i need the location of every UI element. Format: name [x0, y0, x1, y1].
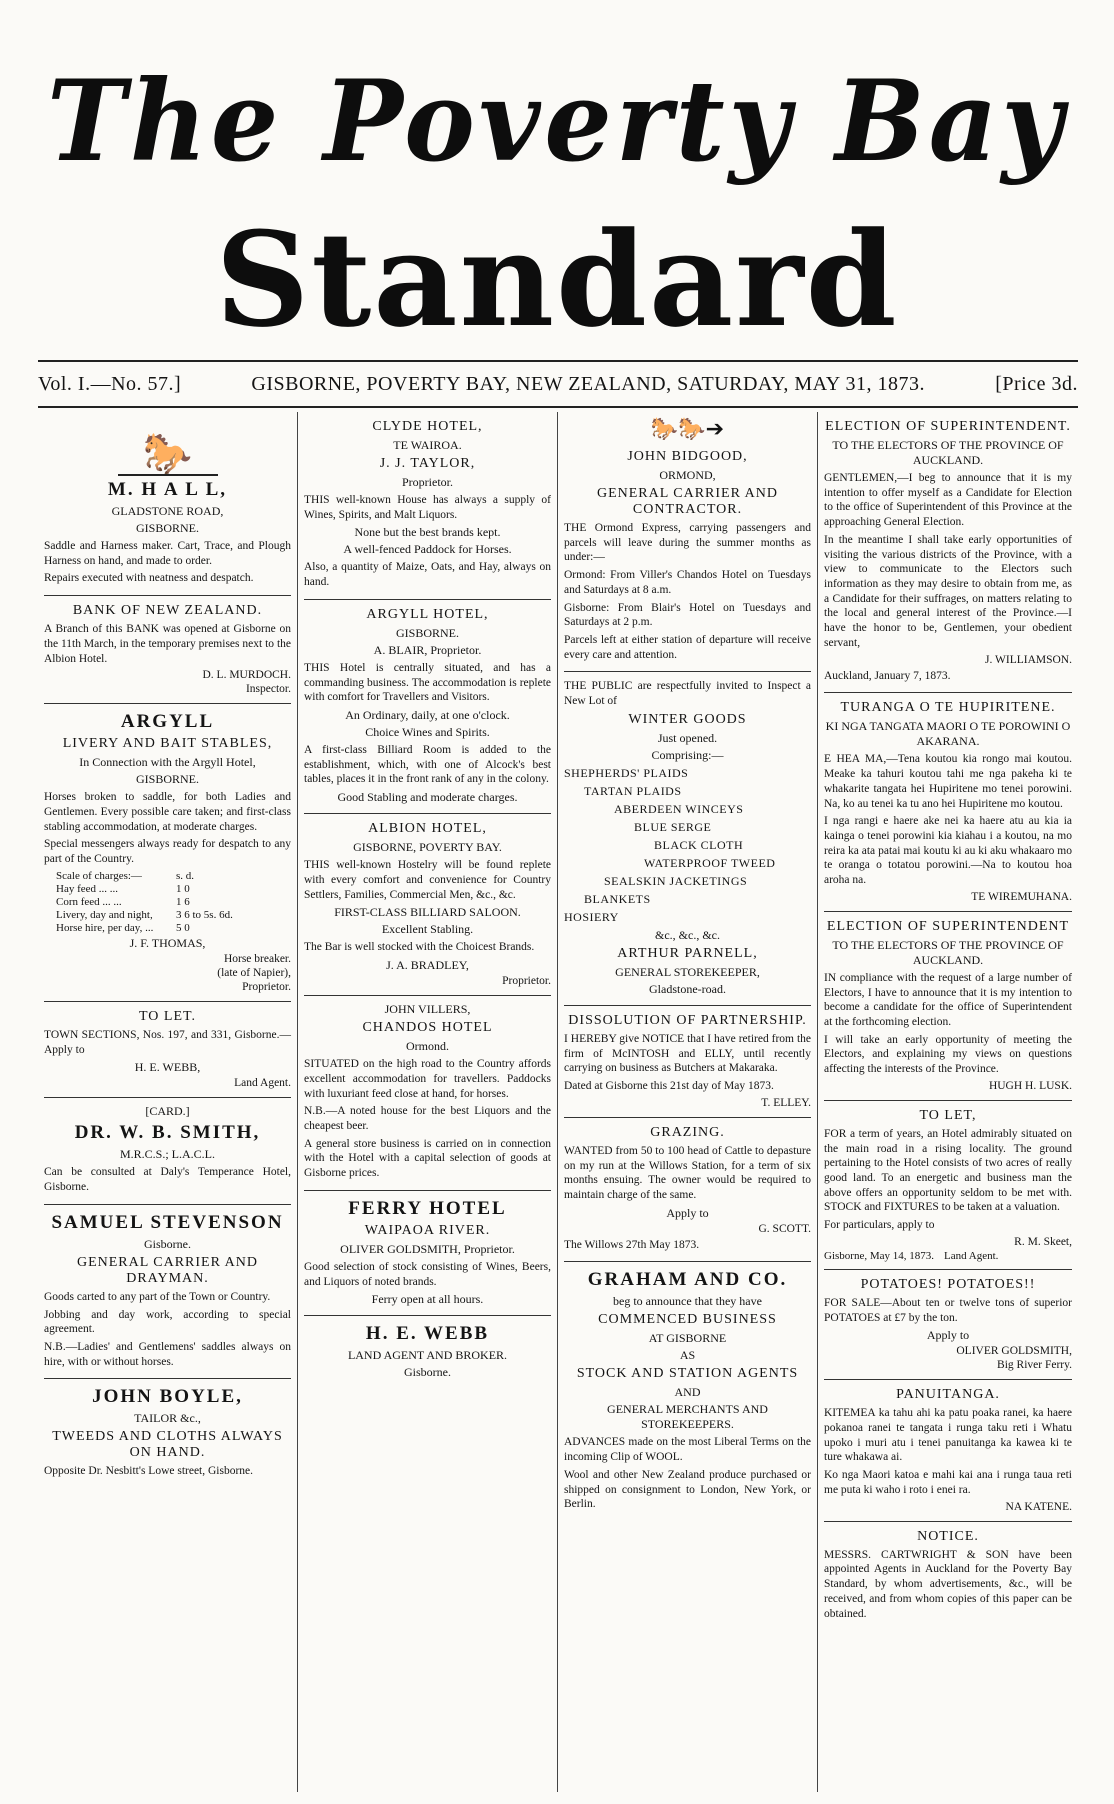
goods-item: SHEPHERDS' PLAIDS — [564, 765, 689, 780]
ad-title: WINTER GOODS — [628, 711, 747, 727]
rule-bottom — [38, 406, 1078, 408]
ad-role: Proprietor. — [402, 475, 453, 489]
ad-boyle — [44, 1379, 291, 1488]
ad-title: ARGYLL HOTEL, — [366, 606, 489, 622]
ad-stevenson — [44, 1205, 291, 1380]
ad-text: Ko nga Maori katoa e mahi kai ana i runga taua reti me puta ki waho i roto i enei ra. — [824, 1469, 1072, 1496]
rates-head: Scale of charges:— — [56, 869, 142, 882]
ad-signature: T. ELLEY. — [761, 1096, 811, 1109]
ad-role: Land Agent. — [944, 1249, 999, 1262]
ad-text: A well-fenced Paddock for Horses. — [343, 542, 512, 557]
ad-text: Excellent Stabling. — [381, 922, 474, 937]
price: [Price 3d. — [995, 372, 1078, 395]
goods-item: BLACK CLOTH — [654, 837, 744, 852]
ad-text: AND — [674, 1385, 701, 1400]
ad-text: FOR a term of years, an Hotel admirably situated on the main road in a rising locality. The ground pertaining to the Hotel consists of two acres of really good land. To an energetic and business man the above offers an opportunity seldom to be met with. STOCK and FIXTURES to be taken at a valuation. — [824, 1127, 1072, 1214]
ad-text: AS — [679, 1348, 696, 1363]
ad-signature: HUGH H. LUSK. — [988, 1079, 1072, 1092]
ad-text: Good selection of stock consisting of Wines, Beers, and Liquors of noted brands. — [304, 1260, 551, 1288]
ad-title: H. E. WEBB — [365, 1323, 490, 1345]
ad-place: GISBORNE, POVERTY BAY. — [353, 840, 502, 855]
rate-row — [56, 883, 291, 895]
ad-text: WANTED from 50 to 100 head of Cattle to depasture on my run at the Willows Station, for a term of six months ensuing. The owner would be required to maintain charge of the same. — [564, 1144, 811, 1201]
ad-role: Land Agent. — [234, 1077, 291, 1090]
ad-signature: H. E. WEBB, — [134, 1060, 201, 1075]
ad-text: TOWN SECTIONS, Nos. 197, and 331, Gisborne.—Apply to — [44, 1028, 291, 1056]
ad-text: STOCK AND STATION AGENTS — [576, 1366, 799, 1382]
ad-town: GISBORNE. — [395, 625, 459, 640]
ad-owner: A. BLAIR, Proprietor. — [373, 642, 482, 657]
ad-date-row — [824, 1250, 1072, 1262]
column-2 — [298, 412, 558, 1792]
ad-apply: For particulars, apply to — [824, 1219, 935, 1232]
ad-signature: NA KATENE. — [1005, 1500, 1072, 1513]
ad-role: Horse breaker. — [223, 952, 291, 965]
masthead-title-line1: The Poverty Bay — [46, 54, 1068, 187]
ad-place: TE WAIROA. — [393, 438, 462, 452]
rate-item: Hay feed ... ... — [56, 882, 119, 895]
masthead — [40, 18, 1074, 356]
ad-text: THE PUBLIC are respectfully invited to Inspect a New Lot of — [564, 680, 811, 708]
ad-text: Horses broken to saddle, for both Ladies and Gentlemen. Every possible care taken; and first-class stabling accommodation, at moderate charges. — [44, 791, 291, 833]
ad-headline: TWEEDS AND CLOTHS ALWAYS ON HAND. — [52, 1429, 283, 1461]
ad-trade: GENERAL CARRIER AND DRAYMAN. — [76, 1254, 259, 1286]
ad-role: LAND AGENT AND BROKER. — [347, 1348, 508, 1363]
masthead-title-line2: Standard — [215, 203, 899, 356]
ad-apply: Apply to — [926, 1328, 970, 1343]
ad-text: Comprising:— — [651, 747, 724, 762]
ad-text: Repairs executed with neatness and despatch. — [44, 572, 254, 585]
ad-signature: OLIVER GOLDSMITH, — [956, 1345, 1072, 1358]
ad-grazing — [564, 1118, 811, 1263]
goods-item: TARTAN PLAIDS — [584, 783, 682, 798]
ad-title: BANK OF NEW ZEALAND. — [72, 603, 263, 619]
ad-text: Also, a quantity of Maize, Oats, and Hay, always on hand. — [304, 561, 551, 589]
ad-text: beg to announce that they have — [613, 1294, 762, 1309]
goods-item: BLANKETS — [584, 891, 651, 906]
ad-notice — [824, 1522, 1072, 1631]
ad-text: SITUATED on the high road to the Country affords excellent accommodation for travellers. Paddocks with luxuriant feed close at hand, for horses. — [304, 1058, 551, 1100]
ad-role: GENERAL STOREKEEPER, — [615, 964, 760, 979]
ad-text: Saddle and Harness maker. Cart, Trace, and Plough Harness on hand, and made to order. — [44, 540, 291, 567]
goods-item: SEALSKIN JACKETINGS — [604, 873, 748, 888]
ad-signature: R. M. Skeet, — [1014, 1235, 1072, 1248]
ad-ferry-hotel — [304, 1191, 551, 1316]
rate-price: 3 6 to 5s. 6d. — [176, 908, 233, 921]
volume-number: Vol. I.—No. 57.] — [38, 372, 182, 395]
ad-title: DR. W. B. SMITH, — [74, 1122, 261, 1144]
ad-town: GISBORNE. — [135, 521, 199, 535]
ad-text: THIS Hotel is centrally situated, and has a commanding business. The accommodation is replete with comfort for Travellers and Visitors. — [304, 661, 551, 704]
ad-place: Ormond. — [406, 1039, 449, 1054]
ad-text: &c., &c., &c. — [655, 927, 720, 942]
ad-bank — [44, 596, 291, 704]
ad-text: In the meantime I shall take early opportunities of visiting the various districts of the Province, with a view to communicate to the Electors such information as they may desire to obtain from me, as a Candidate for their suffrages, on matters relating to the local and general interest of the Province.—I have the honor to be, Gentlemen, your obedient servant, — [824, 533, 1072, 649]
ad-text: Can be consulted at Daly's Temperance Hotel, Gisborne. — [44, 1166, 291, 1194]
ad-text: Parcels left at either station of departure will receive every care and attention. — [564, 634, 811, 661]
ad-election-williamson — [824, 412, 1072, 693]
ad-signature: G. SCOTT. — [758, 1222, 811, 1235]
rate-item: Horse hire, per day, ... — [56, 921, 154, 934]
ad-signature: ARTHUR PARNELL, — [617, 945, 758, 961]
ad-text: ADVANCES made on the most Liberal Terms on the incoming Clip of WOOL. — [564, 1436, 811, 1464]
ad-text: An Ordinary, daily, at one o'clock. — [345, 708, 510, 723]
ad-text: Goods carted to any part of the Town or Country. — [44, 1290, 271, 1303]
ad-place: ORMOND, — [659, 468, 716, 482]
goods-item: WATERPROOF TWEED — [644, 855, 776, 870]
ad-quals: M.R.C.S.; L.A.C.L. — [119, 1147, 215, 1162]
ad-text: N.B.—A noted house for the best Liquors and the cheapest beer. — [304, 1105, 551, 1132]
ad-title: TO LET. — [138, 1008, 197, 1024]
ad-text: A first-class Billiard Room is added to the establishment, which, with one of Alcock's best tables, places it in the front rank of any in the colony. — [304, 744, 551, 786]
ad-date: The Willows 27th May 1873. — [564, 1238, 700, 1251]
horse-icon: 🐎 — [118, 418, 218, 476]
ad-dissolution — [564, 1006, 811, 1118]
ad-title: CLYDE HOTEL, — [372, 419, 483, 434]
ad-webb — [304, 1316, 551, 1388]
rates-header — [56, 870, 291, 882]
ad-role: Proprietor. — [502, 975, 551, 988]
ad-text: COMMENCED BUSINESS — [598, 1312, 777, 1328]
ad-title: TO LET, — [919, 1107, 977, 1123]
ad-panuitanga — [824, 1380, 1072, 1521]
rate-row — [56, 896, 291, 908]
ad-place: WAIPAOA RIVER. — [364, 1222, 491, 1238]
rate-row — [56, 909, 291, 921]
ad-turanga — [824, 693, 1072, 911]
ad-text: FOR SALE—About ten or twelve tons of superior POTATOES at £7 by the ton. — [824, 1296, 1072, 1324]
ad-text: I nga rangi e haere ake nei ka haere atu au kia ia kainga o tenei porowini kia kiahau i a koutou, na mo reira ka ata patai mai koutu ki au ki aku whakaaro mo te oranga o totatou porowini.—Na to koutou hoa aroha na. — [824, 815, 1072, 887]
ad-hall — [44, 412, 291, 596]
ad-title: ELECTION OF SUPERINTENDENT. — [825, 419, 1071, 434]
ad-text: Choice Wines and Spirits. — [365, 725, 490, 740]
ad-title: PANUITANGA. — [896, 1387, 1000, 1403]
ad-text: GENTLEMEN,—I beg to announce that it is my intention to offer myself as a Candidate for Election to the office of Superintendent of this Province at the approaching General Election. — [824, 472, 1072, 529]
columns — [38, 412, 1078, 1792]
ad-address: Gladstone-road. — [649, 981, 726, 996]
place-date: GISBORNE, POVERTY BAY, NEW ZEALAND, SATURDAY, MAY 31, 1873. — [251, 372, 925, 395]
ad-trade: GENERAL CARRIER AND CONTRACTOR. — [596, 486, 779, 517]
ad-text: Special messengers always ready for despatch to any part of the Country. — [44, 838, 291, 866]
ad-owner: OLIVER GOLDSMITH, Proprietor. — [340, 1241, 515, 1256]
coach-icon: 🐎🐎➔ — [650, 416, 725, 441]
ad-text: N.B.—Ladies' and Gentlemens' saddles always on hire, with or without horses. — [44, 1340, 291, 1368]
ad-signature: J. A. BRADLEY, — [386, 958, 469, 973]
ad-text: A Branch of this BANK was opened at Gisborne on the 11th March, in the temporary premises next to the Albion Hotel. — [44, 623, 291, 665]
ad-text: Wool and other New Zealand produce purchased or shipped on consignment to London, New York, or Berlin. — [564, 1468, 811, 1511]
ad-text: THIS well-known House has always a supply of Wines, Spirits, and Malt Liquors. — [304, 494, 551, 521]
ad-title: ELECTION OF SUPERINTENDENT — [826, 918, 1070, 934]
ad-signature: D. L. MURDOCH. — [202, 669, 291, 682]
ad-role: (late of Napier), — [217, 966, 291, 979]
ad-signature: J. WILLIAMSON. — [985, 653, 1072, 666]
rates-unit: s. d. — [176, 869, 195, 882]
ad-role: Proprietor. — [242, 980, 291, 993]
ad-date: Auckland, January 7, 1873. — [824, 669, 951, 682]
ad-text: Dated at Gisborne this 21st day of May 1873. — [564, 1080, 774, 1093]
ad-text: KITEMEA ka tahu ahi ka patu poaka ranei, ka haere pokanoa ranei te tangata i runga taku reti i Whatu upoko i muri atu i tenei panuitanga ka kawea ki te ture whakawa ai. — [824, 1407, 1072, 1464]
rate-price: 5 0 — [176, 921, 190, 934]
ad-town: Gisborne. — [404, 1365, 451, 1380]
ad-place: Big River Ferry. — [997, 1359, 1072, 1372]
ad-title: FERRY HOTEL — [348, 1197, 507, 1219]
ad-text: Ormond: From Viller's Chandos Hotel on Tuesdays and Saturdays at 8 a.m. — [564, 569, 811, 596]
ad-chandos-hotel — [304, 996, 551, 1191]
ad-text: THIS well-known Hostelry will be found replete with every comfort and convenience for Country Settlers, Families, Commercial Men, &c., &c. — [304, 859, 551, 901]
ad-town: Gisborne. — [144, 1236, 191, 1251]
ad-clyde-hotel — [304, 412, 551, 600]
ad-connection: In Connection with the Argyll Hotel, — [79, 755, 256, 770]
ad-text: GENERAL MERCHANTS AND STOREKEEPERS. — [607, 1402, 768, 1432]
ad-to: TO THE ELECTORS OF THE PROVINCE OF AUCKLAND. — [832, 438, 1064, 467]
ad-text: A general store business is carried on in connection with the Hotel with a capital selection of goods at Gisborne prices. — [304, 1137, 551, 1180]
dateline — [38, 366, 1078, 402]
ad-text: IN compliance with the request of a large number of Electors, I have to announce that it is my intention to become a candidate for the office of Superintendent at the forthcoming election. — [824, 971, 1072, 1028]
ad-text: AT GISBORNE — [648, 1331, 727, 1346]
ad-subtitle: LIVERY AND BAIT STABLES, — [62, 736, 273, 752]
ad-signature: TE WIREMUHANA. — [971, 890, 1072, 903]
ad-text: I will take an early opportunity of meeting the Electors, and explaining my views on questions affecting the interests of the Province. — [824, 1033, 1072, 1076]
ad-to-let — [44, 1002, 291, 1098]
ad-text: FIRST-CLASS BILLIARD SALOON. — [334, 905, 521, 920]
ad-title: DISSOLUTION OF PARTNERSHIP. — [568, 1012, 807, 1028]
ad-bidgood — [564, 412, 811, 672]
column-3 — [558, 412, 818, 1792]
ad-argyll-stables — [44, 704, 291, 1002]
ad-albion-hotel — [304, 814, 551, 996]
ad-text: The Bar is well stocked with the Choicest Brands. — [304, 941, 535, 954]
ad-address: GLADSTONE ROAD, — [111, 504, 224, 518]
ad-title: GRAZING. — [650, 1124, 725, 1140]
ad-text: Good Stabling and moderate charges. — [337, 790, 518, 805]
ad-to: TO THE ELECTORS OF THE PROVINCE OF AUCKLAND. — [832, 937, 1064, 967]
ad-title: ARGYLL — [120, 711, 215, 733]
ad-winter-goods — [564, 672, 811, 1005]
ad-owner: JOHN VILLERS, — [384, 1002, 471, 1017]
goods-item: ABERDEEN WINCEYS — [614, 801, 744, 816]
ad-text: MESSRS. CARTWRIGHT & SON have been appointed Agents in Auckland for the Poverty Bay Standard, by whom advertisements, &c., will be received, and from whom copies of this paper can be obtained. — [824, 1548, 1072, 1620]
ad-graham — [564, 1262, 811, 1521]
ad-argyll-hotel — [304, 600, 551, 814]
ad-to: KI NGA TANGATA MAORI O TE POROWINI O AKARANA. — [825, 719, 1071, 749]
ad-text: None but the best brands kept. — [354, 525, 501, 540]
goods-item: BLUE SERGE — [634, 819, 712, 834]
ad-date: Gisborne, May 14, 1873. — [824, 1249, 934, 1262]
rate-item: Corn feed ... ... — [56, 895, 122, 908]
ad-title: NOTICE. — [917, 1528, 979, 1544]
rule-top — [38, 360, 1078, 362]
rate-price: 1 0 — [176, 882, 190, 895]
ad-text: Opposite Dr. Nesbitt's Lowe street, Gisborne. — [44, 1465, 254, 1478]
ad-trade: TAILOR &c., — [134, 1411, 201, 1426]
ad-title: TURANGA O TE HUPIRITENE. — [840, 700, 1056, 716]
ad-text: Ferry open at all hours. — [371, 1292, 484, 1307]
rate-row — [56, 922, 291, 934]
ad-title: GRAHAM AND CO. — [587, 1269, 788, 1291]
ad-text: I HEREBY give NOTICE that I have retired from the firm of McINTOSH and ELLY, until recently carrying on business as Butchers at Makaraka. — [564, 1032, 811, 1075]
ad-smith — [44, 1098, 291, 1204]
ad-text: THE Ormond Express, carrying passengers and parcels will leave during the summer months as under:— — [564, 522, 811, 564]
ad-signature: J. F. THOMAS, — [129, 935, 206, 950]
ad-town: GISBORNE. — [135, 772, 199, 787]
ad-potatoes — [824, 1270, 1072, 1380]
ad-apply: Apply to — [666, 1205, 709, 1220]
rate-item: Livery, day and night, — [56, 908, 153, 921]
rate-price: 1 6 — [176, 895, 190, 908]
ad-title: JOHN BIDGOOD, — [627, 449, 748, 464]
ad-title: M. H A L L, — [107, 479, 228, 500]
ad-text: Gisborne: From Blair's Hotel on Tuesdays and Saturdays at 2 p.m. — [564, 601, 811, 629]
column-4 — [818, 412, 1078, 1792]
ad-title: ALBION HOTEL, — [368, 821, 487, 837]
column-1 — [38, 412, 298, 1792]
ad-title: JOHN BOYLE, — [92, 1386, 243, 1408]
ad-title: POTATOES! POTATOES!! — [860, 1276, 1036, 1292]
ad-hotel-to-let — [824, 1101, 1072, 1270]
ad-election-lusk — [824, 912, 1072, 1101]
ad-role: Inspector. — [245, 683, 291, 696]
ad-title: SAMUEL STEVENSON — [51, 1211, 284, 1233]
ad-text: Jobbing and day work, according to special agreement. — [44, 1308, 291, 1336]
ad-owner: J. J. TAYLOR, — [379, 456, 476, 471]
ad-title: CHANDOS HOTEL — [362, 1020, 493, 1036]
ad-text: Just opened. — [657, 730, 718, 745]
ad-text: E HEA MA,—Tena koutou kia rongo mai koutou. Meake ka tahuri koutou tahi me nga pakeha ki te whakarite tangata hei Hupiritene mo tenei porowini. Na, ko au tenei ka tu ano hei Hupiritene mo koutou. — [824, 753, 1072, 810]
ad-card: [CARD.] — [145, 1104, 190, 1119]
goods-item: HOSIERY — [564, 909, 619, 924]
